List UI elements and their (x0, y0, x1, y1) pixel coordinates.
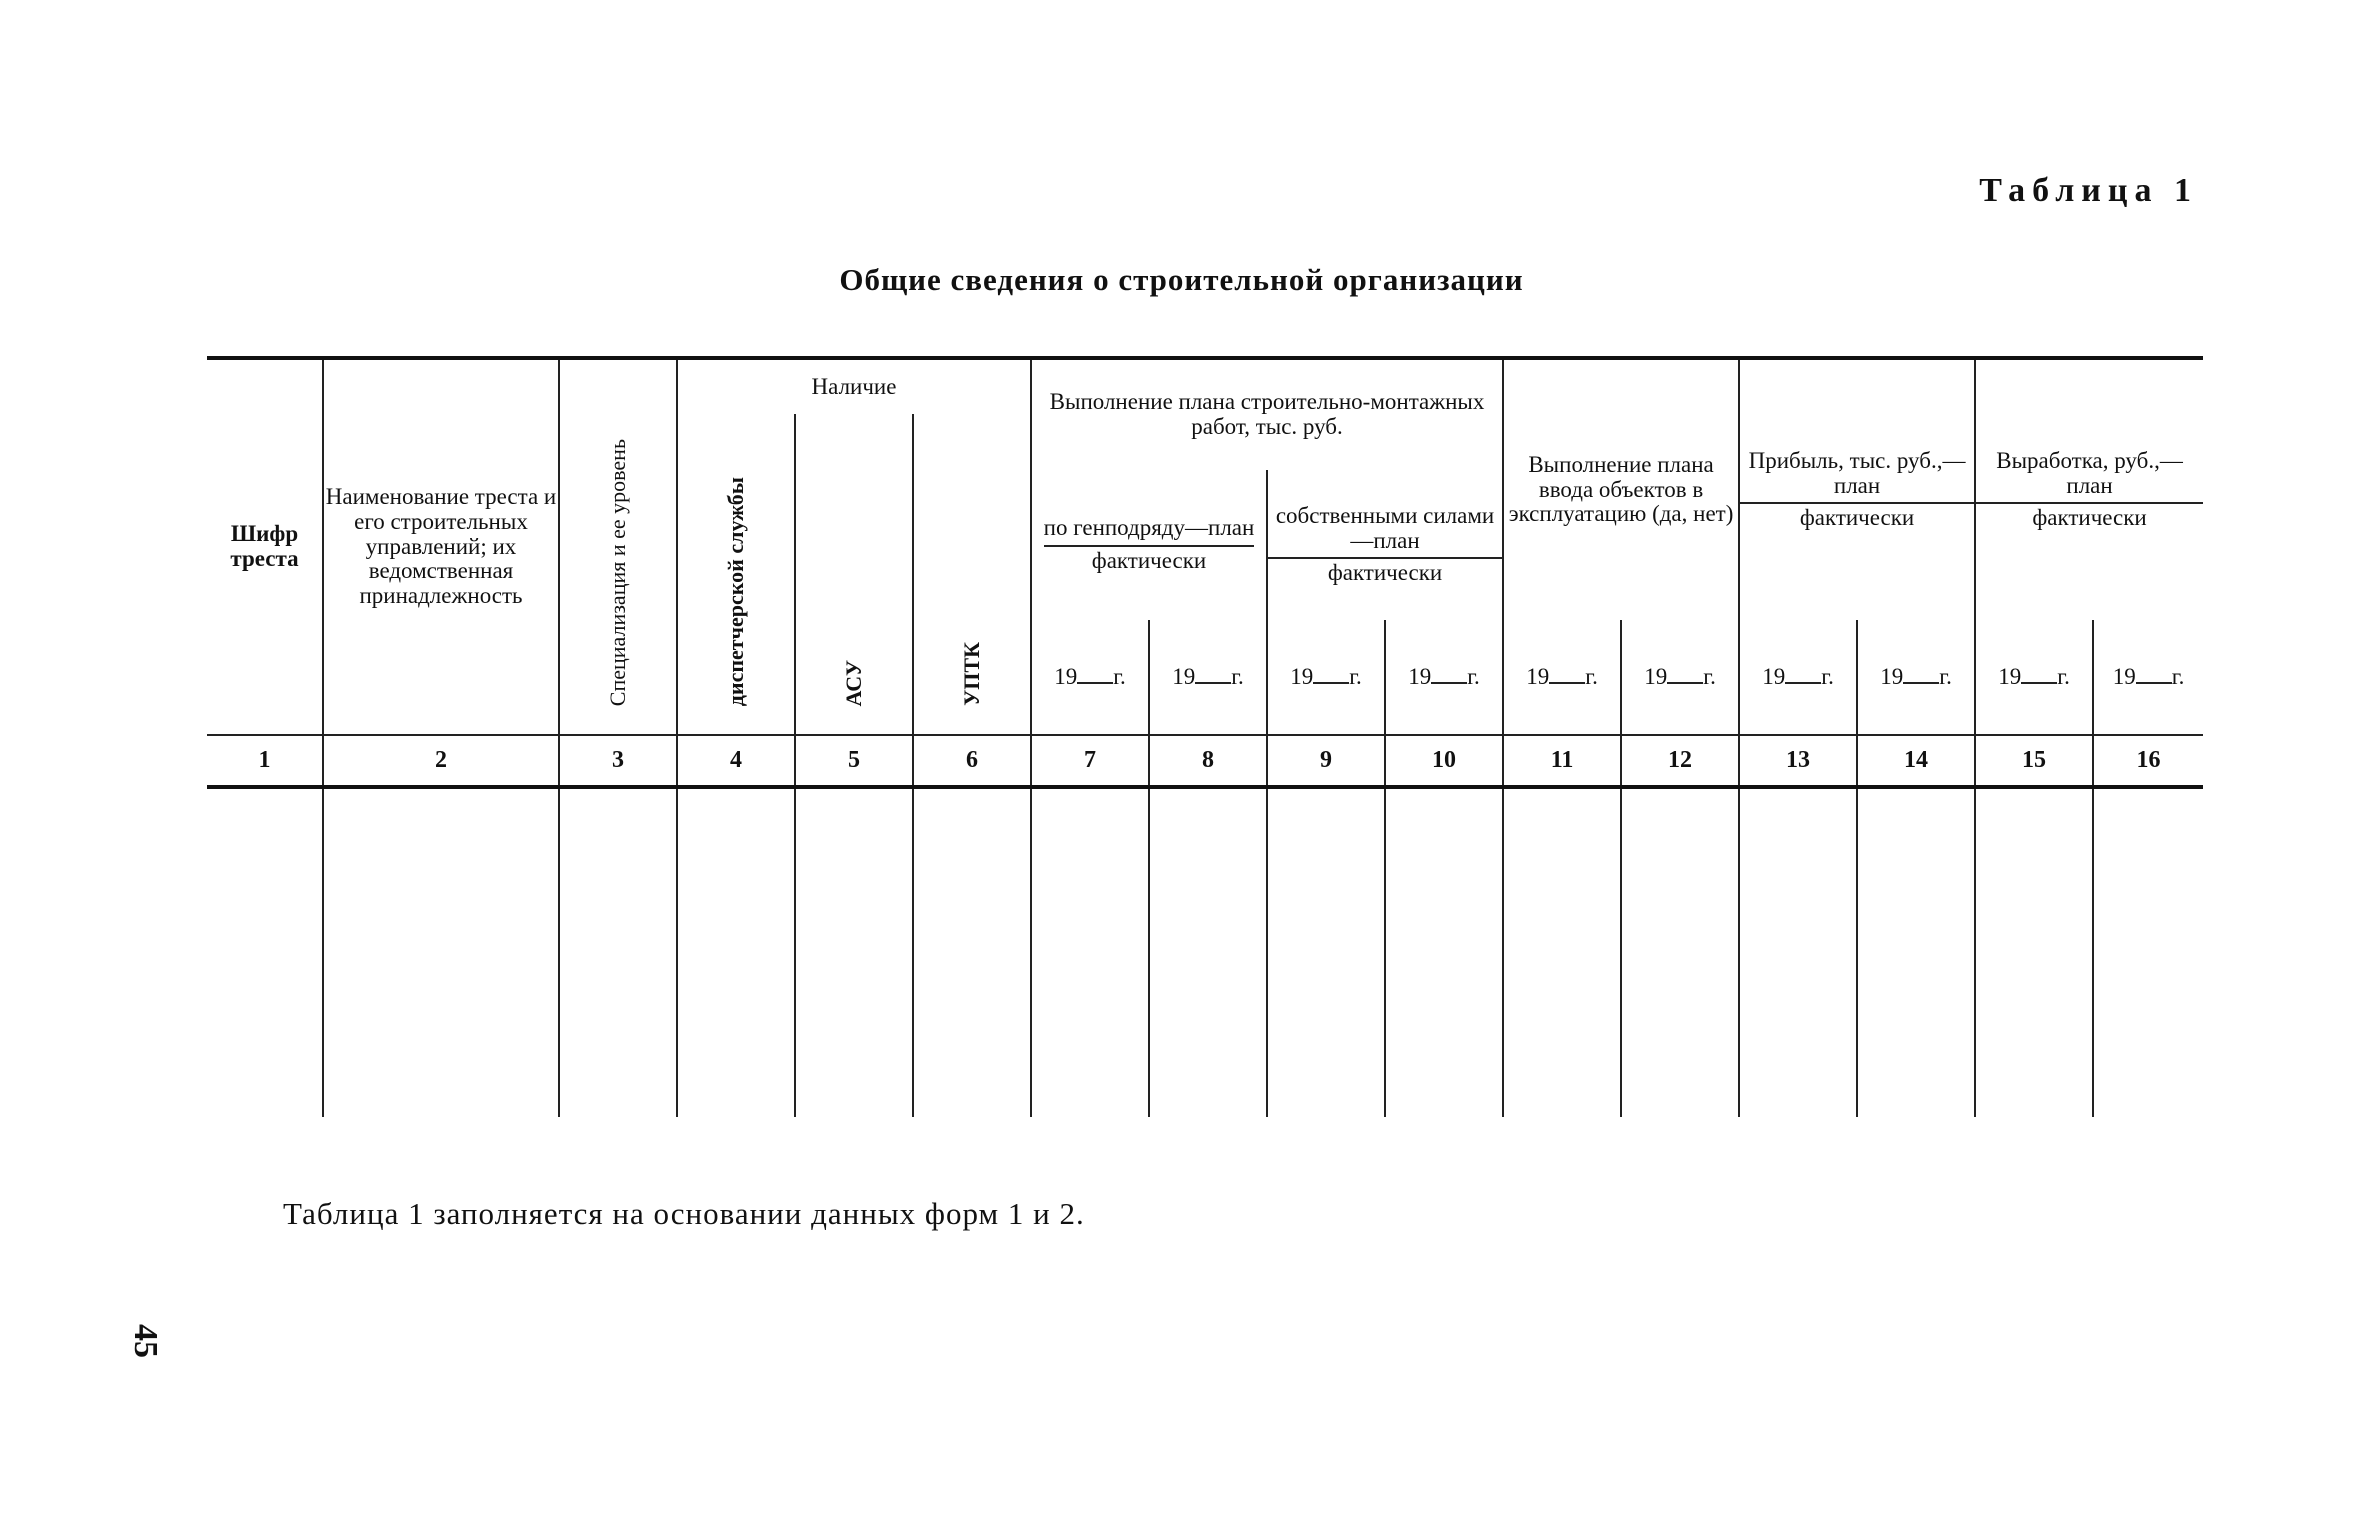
year-suffix: г. (1113, 663, 1126, 689)
year-prefix: 19 (1998, 663, 2022, 689)
header-col-5 (795, 414, 913, 735)
sobstv-plan: собственными силами—план (1275, 502, 1495, 553)
year-suffix: г. (1467, 663, 1480, 689)
year-blank (1431, 682, 1467, 684)
year-blank (2021, 682, 2057, 684)
body-cell (1149, 787, 1267, 1117)
body-cell (1857, 787, 1975, 1117)
year-col-14 (1857, 620, 1975, 735)
column-number: 15 (1975, 735, 2093, 787)
year-col-15 (1975, 620, 2093, 735)
body-cell (1267, 787, 1385, 1117)
year-blank (1785, 682, 1821, 684)
year-blank (1667, 682, 1703, 684)
year-blank (1077, 682, 1113, 684)
header-col-6-text: УПТК (958, 642, 984, 707)
column-number: 11 (1503, 735, 1621, 787)
column-number: 3 (559, 735, 677, 787)
year-blank (1195, 682, 1231, 684)
vyrabotka-line (1976, 502, 2203, 504)
year-prefix: 19 (2112, 663, 2136, 689)
column-number: 14 (1857, 735, 1975, 787)
header-group-pribyl (1739, 358, 1975, 620)
body-cell (795, 787, 913, 1117)
pribyl-line (1740, 502, 1974, 504)
header-sub-sobstv (1267, 470, 1503, 620)
year-prefix: 19 (1408, 663, 1432, 689)
year-suffix: г. (1231, 663, 1244, 689)
year-prefix: 19 (1526, 663, 1550, 689)
body-cell (1739, 787, 1857, 1117)
year-blank (1549, 682, 1585, 684)
vyrabotka-fact: фактически (2032, 505, 2147, 531)
column-number: 2 (323, 735, 559, 787)
body-cell (677, 787, 795, 1117)
genpodryad-plan: по генподряду—план (1043, 515, 1255, 541)
year-blank (1313, 682, 1349, 684)
header-group-nalichie: Наличие (677, 358, 1031, 414)
main-table (207, 356, 2203, 1117)
column-number: 9 (1267, 735, 1385, 787)
header-col-3-text: Специализация и ее уровень (604, 438, 630, 707)
genpodryad-fact: фактически (1091, 548, 1207, 573)
year-suffix: г. (1821, 663, 1834, 689)
body-cell (1621, 787, 1739, 1117)
year-col-11 (1503, 620, 1621, 735)
header-group-smr: Выполнение плана строительно-монтажных работ, тыс. руб. (1031, 358, 1503, 470)
body-cell (207, 787, 323, 1117)
year-col-8 (1149, 620, 1267, 735)
year-prefix: 19 (1172, 663, 1196, 689)
year-col-7 (1031, 620, 1149, 735)
body-cell (1385, 787, 1503, 1117)
body-cell (1031, 787, 1149, 1117)
table-label: Таблица 1 (1979, 172, 2198, 209)
column-number: 10 (1385, 735, 1503, 787)
year-suffix: г. (1939, 663, 1952, 689)
header-col-6 (913, 414, 1031, 735)
year-suffix: г. (2057, 663, 2070, 689)
year-col-10 (1385, 620, 1503, 735)
genpodryad-line (1044, 545, 1255, 547)
column-number: 8 (1149, 735, 1267, 787)
sobstv-line (1268, 557, 1502, 559)
body-cell (2093, 787, 2203, 1117)
year-suffix: г. (1349, 663, 1362, 689)
year-prefix: 19 (1762, 663, 1786, 689)
body-cell (559, 787, 677, 1117)
column-number: 5 (795, 735, 913, 787)
header-col-4 (677, 414, 795, 735)
header-col-1: Шифр треста (207, 358, 323, 735)
year-suffix: г. (2171, 663, 2185, 689)
header-col-2: Наименование треста и его строительных управлений; их ведомственная принадлежность (323, 358, 559, 735)
header-sub-genpodryad (1031, 470, 1267, 620)
year-prefix: 19 (1644, 663, 1668, 689)
year-prefix: 19 (1290, 663, 1314, 689)
year-blank (1903, 682, 1939, 684)
body-cell (1503, 787, 1621, 1117)
pribyl-plan: Прибыль, тыс. руб.,—план (1748, 447, 1966, 498)
header-col-3 (559, 358, 677, 735)
header-group-vvod: Выполнение плана ввода объектов в эксплуатацию (да, нет) (1503, 358, 1739, 620)
body-cell (913, 787, 1031, 1117)
column-number: 12 (1621, 735, 1739, 787)
year-suffix: г. (1703, 663, 1716, 689)
year-col-16 (2093, 620, 2203, 735)
year-col-9 (1267, 620, 1385, 735)
pribyl-fact: фактически (1799, 505, 1915, 531)
column-number: 7 (1031, 735, 1149, 787)
header-col-4-text: диспетчерской службы (722, 476, 748, 707)
header-col-5-text: АСУ (840, 659, 866, 707)
column-number: 1 (207, 735, 323, 787)
column-number: 4 (677, 735, 795, 787)
column-number: 16 (2093, 735, 2203, 787)
body-cell (323, 787, 559, 1117)
year-prefix: 19 (1880, 663, 1904, 689)
body-cell (1975, 787, 2093, 1117)
table-note: Таблица 1 заполняется на основании данных форм 1 и 2. (283, 1196, 1085, 1231)
column-number: 13 (1739, 735, 1857, 787)
vyrabotka-plan: Выработка, руб.,—план (1996, 447, 2183, 498)
table-title: Общие сведения о строительной организации (839, 262, 1524, 297)
year-suffix: г. (1585, 663, 1598, 689)
page-number: 45 (127, 1324, 164, 1358)
header-group-vyrabotka (1975, 358, 2203, 620)
column-number: 6 (913, 735, 1031, 787)
year-prefix: 19 (1054, 663, 1078, 689)
year-col-12 (1621, 620, 1739, 735)
year-blank (2136, 682, 2172, 684)
year-col-13 (1739, 620, 1857, 735)
sobstv-fact: фактически (1327, 560, 1443, 586)
